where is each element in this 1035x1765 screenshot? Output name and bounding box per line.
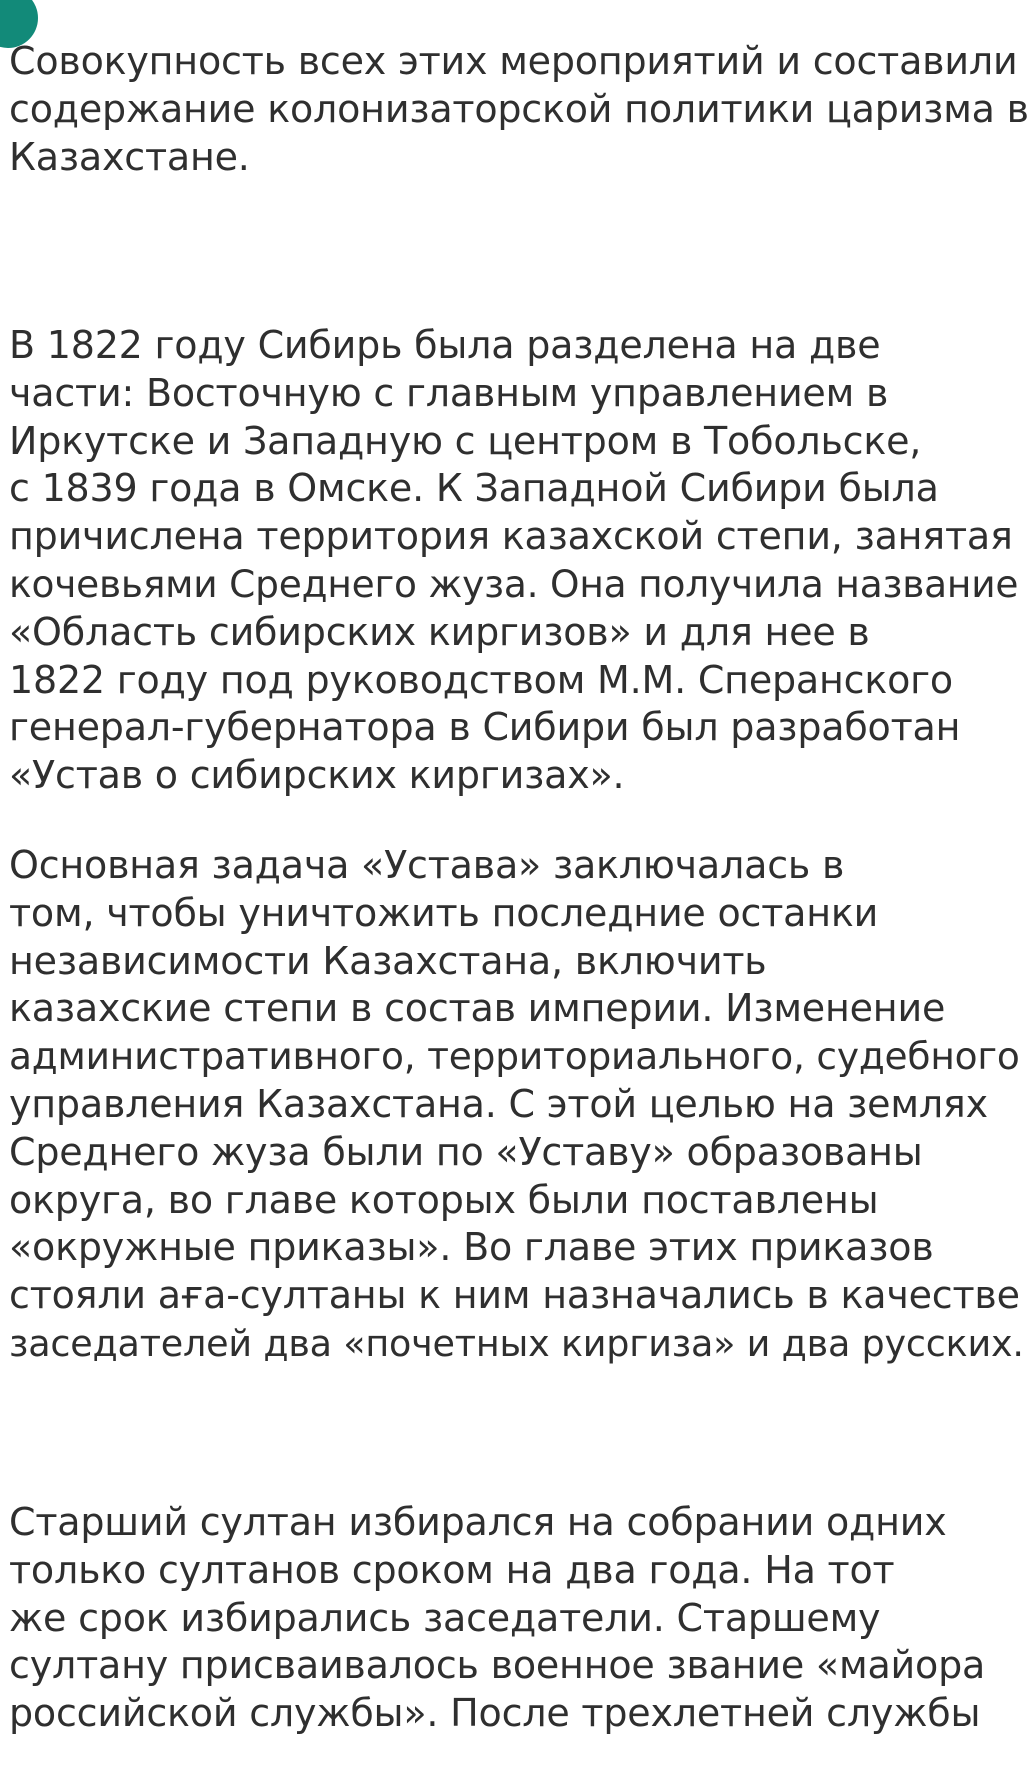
paragraph-charter-task (9, 842, 1029, 1368)
text-line: В 1822 году Сибирь была разделена на две (9, 323, 881, 367)
text-line: Совокупность всех этих мероприятий и составили (9, 39, 1018, 83)
text-line: управления Казахстана. С этой целью на землях (9, 1081, 988, 1126)
text-line: Старший султан избирался на собрании одних (9, 1500, 947, 1544)
paragraph-senior-sultan (9, 1499, 1029, 1738)
text-line: российской службы». После трехлетней службы (9, 1691, 981, 1736)
text-line: независимости Казахстана, включить (9, 938, 767, 983)
text-line: кочевьями Среднего жуза. Она получила название (9, 561, 1019, 606)
text-line: содержание колонизаторской политики царизма в (9, 86, 1029, 131)
text-line: Среднего жуза были по «Уставу» образованы (9, 1129, 923, 1174)
text-line: генерал-губернатора в Сибири был разработан (9, 705, 961, 750)
text-line: «окружные приказы». Во главе этих приказов (9, 1225, 934, 1270)
text-line: только султанов сроком на два года. На тот (9, 1547, 895, 1592)
paragraph-colonial-policy (9, 38, 1029, 181)
text-line: части: Восточную с главным управлением в (9, 370, 889, 415)
text-line: стояли аға-султаны к ним назначались в качестве (9, 1273, 1020, 1318)
text-line: округа, во главе которых были поставлены (9, 1177, 879, 1222)
paragraph-siberia-division (9, 322, 1029, 800)
text-line: казахские степи в состав империи. Изменение (9, 986, 946, 1031)
text-line: с 1839 года в Омске. К Западной Сибири была (9, 466, 939, 511)
text-line: 1822 году под руководством М.М. Сперанского (9, 657, 953, 702)
text-line: причислена территория казахской степи, занятая (9, 514, 1013, 559)
text-line: «Область сибирских киргизов» и для нее в (9, 609, 870, 654)
text-line: административного, территориального, судебного (9, 1034, 1020, 1079)
text-line: том, чтобы уничтожить последние останки (9, 890, 879, 935)
text-line: Казахстане. (9, 134, 250, 179)
text-line: же срок избирались заседатели. Старшему (9, 1595, 881, 1640)
text-line: «Устав о сибирских киргизах». (9, 753, 625, 798)
text-line: Иркутске и Западную с центром в Тобольске, (9, 418, 922, 463)
text-line: султану присваивалось военное звание «майора (9, 1643, 986, 1688)
text-line: Основная задача «Устава» заключалась в (9, 843, 845, 887)
text-line: заседателей два «почетных киргиза» и два русских. (9, 1321, 1024, 1365)
